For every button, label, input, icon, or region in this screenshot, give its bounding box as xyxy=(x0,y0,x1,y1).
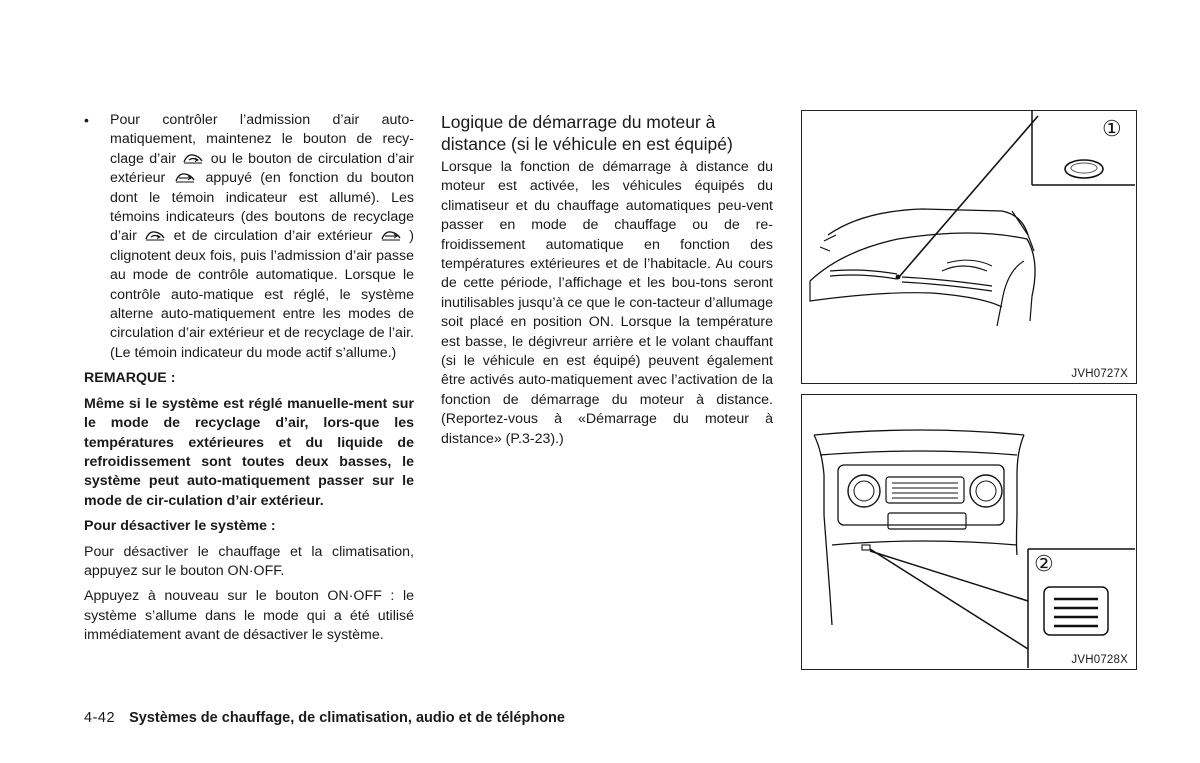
bullet-paragraph xyxy=(84,111,414,363)
bullet-text-part5: ) clignotent deux fois, puis l’admission d’air passe au mode de contrôle automatique. Lorsque le contrôle auto-matique est réglé, le système alterne auto-matiquement entre les modes de circulation d’air extérieur et de recyclage de l’air. (Le témoin indicateur du mode actif s’allume.) xyxy=(110,228,414,361)
deactivate-text: Pour désactiver le chauffage et la climatisation, appuyez sur le bouton ON·OFF. xyxy=(84,543,414,579)
callout-1: ① xyxy=(1102,116,1122,141)
section-heading-line1: Logique de démarrage du moteur à xyxy=(441,112,716,132)
figure-code-2: JVH0728X xyxy=(1071,654,1128,666)
section-heading-line2: distance (si le véhicule en est équipé) xyxy=(441,134,733,154)
bullet-text-part2: ou le bouton de circulation d’air extérieur xyxy=(110,150,415,187)
climate-panel-illustration xyxy=(802,395,1135,668)
page-number: 4-42 xyxy=(84,710,116,726)
remarque-label: REMARQUE : xyxy=(84,370,176,387)
chapter-title: Systèmes de chauffage, de climatisation, audio et de téléphone xyxy=(129,710,565,726)
figure-dashboard-windshield xyxy=(801,110,1137,384)
outside-air-icon xyxy=(173,171,197,183)
section-body: Lorsque la fonction de démarrage à distance du moteur est activée, les véhicules équipés du climatiseur et du chauffage automatiques peu-vent passer en mode de chauffage ou de re-froidissement automatique en fonction des températures extérieures et de l’habitacle. Au cours de cette période, l’affichage et les bou-tons seront inutilisables jusqu’à ce que le con-tacteur d’allumage soit placé en position ON. Lorsque la température est basse, le dégivreur arrière et le volant chauffant (si le véhicule en est équipé) peuvent également être activés auto-matiquement avec l’activation de la fonction de démarrage du moteur à distance. (Reportez-vous à «Démarrage du moteur à distance» (P.3-23).) xyxy=(441,159,773,447)
left-column xyxy=(84,111,414,646)
section-heading xyxy=(441,111,773,155)
bullet-text-part4: et de circulation d’air extérieur xyxy=(173,228,373,245)
remarque-text: Même si le système est réglé manuelle-ment sur le mode de recyclage d’air, lors-que les températures extérieures et du liquide de refroidissement sont toutes deux basses, le système peut auto-matiquement passer sur le mode de cir-culation d’air extérieur. xyxy=(84,395,414,509)
figure-code-1: JVH0727X xyxy=(1071,368,1128,380)
page-footer xyxy=(84,710,565,726)
air-recirculation-icon xyxy=(181,152,205,164)
outside-air-icon xyxy=(379,229,403,241)
bullet-text-part3: appuyé (en fonction du bouton dont le témoin indicateur est allumé). Les témoins indicateurs (des boutons de recyclage d’air xyxy=(110,170,415,245)
middle-column xyxy=(441,111,773,449)
figure-climate-panel xyxy=(801,394,1137,670)
bullet-text-part1: Pour contrôler l’admission d’air auto-matiquement, maintenez le bouton de recy-clage d’air xyxy=(110,112,414,167)
air-recirculation-icon xyxy=(143,229,167,241)
windshield-illustration xyxy=(802,111,1135,382)
callout-2: ② xyxy=(1034,551,1054,576)
press-again-text: Appuyez à nouveau sur le bouton ON·OFF : le système s’allume dans le mode qui a été utilisé immédiatement avant de désactiver le système. xyxy=(84,588,414,644)
deactivate-heading: Pour désactiver le système : xyxy=(84,518,276,535)
bullet: • xyxy=(84,112,89,128)
